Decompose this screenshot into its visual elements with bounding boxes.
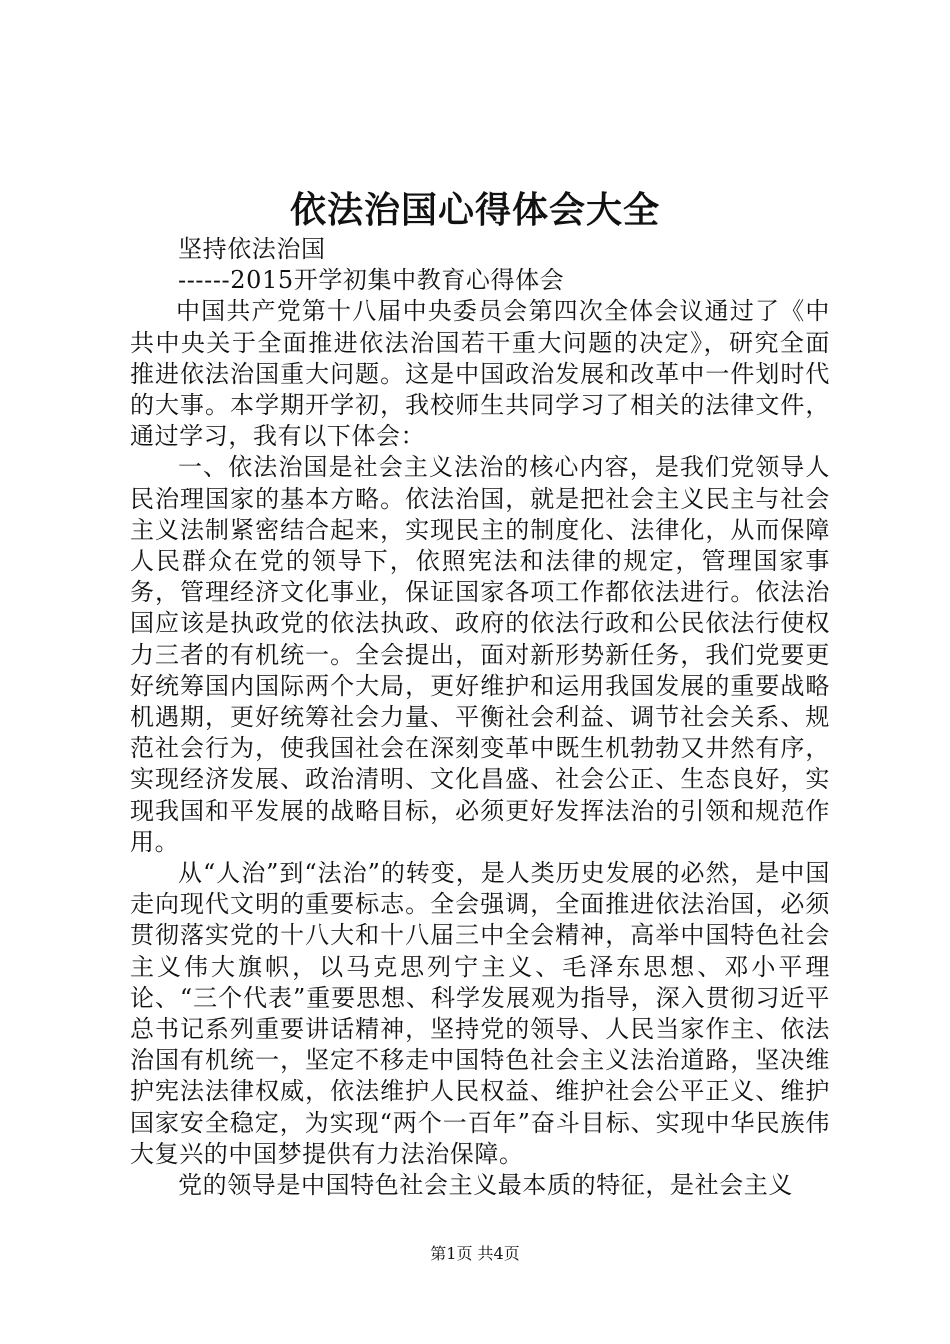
- paragraph-two: 从“人治”到“法治”的转变，是人类历史发展的必然，是中国走向现代文明的重要标志。全会强调，全面推进依法治国，必须贯彻落实党的十八大和十八届三中全会精神，高举中国特色社会主义伟大旗帜，以马克思列宁主义、毛泽东思想、邓小平理论、“三个代表”重要思想、科学发展观为指导，深入贯彻习近平总书记系列重要讲话精神，坚持党的领导、人民当家作主、依法治国有机统一，坚定不移走中国特色社会主义法治道路，坚决维护宪法法律权威，依法维护人民权益、维护社会公平正义、维护国家安全稳定，为实现“两个一百年”奋斗目标、实现中华民族伟大复兴的中国梦提供有力法治保障。: [130, 859, 830, 1168]
- subtitle-line-1: 坚持依法治国: [178, 235, 326, 263]
- document-body: [130, 234, 830, 1201]
- paragraph-three: 党的领导是中国特色社会主义最本质的特征，是社会主义: [178, 1171, 793, 1200]
- document-title: 依法治国心得体会大全: [289, 189, 660, 231]
- paragraph-intro: 中国共产党第十八届中央委员会第四次全体会议通过了《中共中央关于全面推进依法治国若干重大问题的决定》，研究全面推进依法治国重大问题。这是中国政治发展和改革中一件划时代的大事。本学期开学初，我校师生共同学习了相关的法律文件，通过学习，我有以下体会：: [130, 297, 830, 451]
- paragraph-one: 一、依法治国是社会主义法治的核心内容，是我们党领导人民治理国家的基本方略。依法治国，就是把社会主义民主与社会主义法制紧密结合起来，实现民主的制度化、法律化，从而保障人民群众在党的领导下，依照宪法和法律的规定，管理国家事务，管理经济文化事业，保证国家各项工作都依法进行。依法治国应该是执政党的依法执政、政府的依法行政和公民依法行使权力三者的有机统一。全会提出，面对新形势新任务，我们党要更好统筹国内国际两个大局，更好维护和运用我国发展的重要战略机遇期，更好统筹社会力量、平衡社会利益、调节社会关系、规范社会行为，使我国社会在深刻变革中既生机勃勃又井然有序，实现经济发展、政治清明、文化昌盛、社会公正、生态良好，实现我国和平发展的战略目标，必须更好发挥法治的引领和规范作用。: [130, 453, 830, 856]
- subtitle-line-2: ------2015开学初集中教育心得体会: [178, 266, 565, 295]
- page-number-footer: 第1页 共4页: [430, 1244, 520, 1263]
